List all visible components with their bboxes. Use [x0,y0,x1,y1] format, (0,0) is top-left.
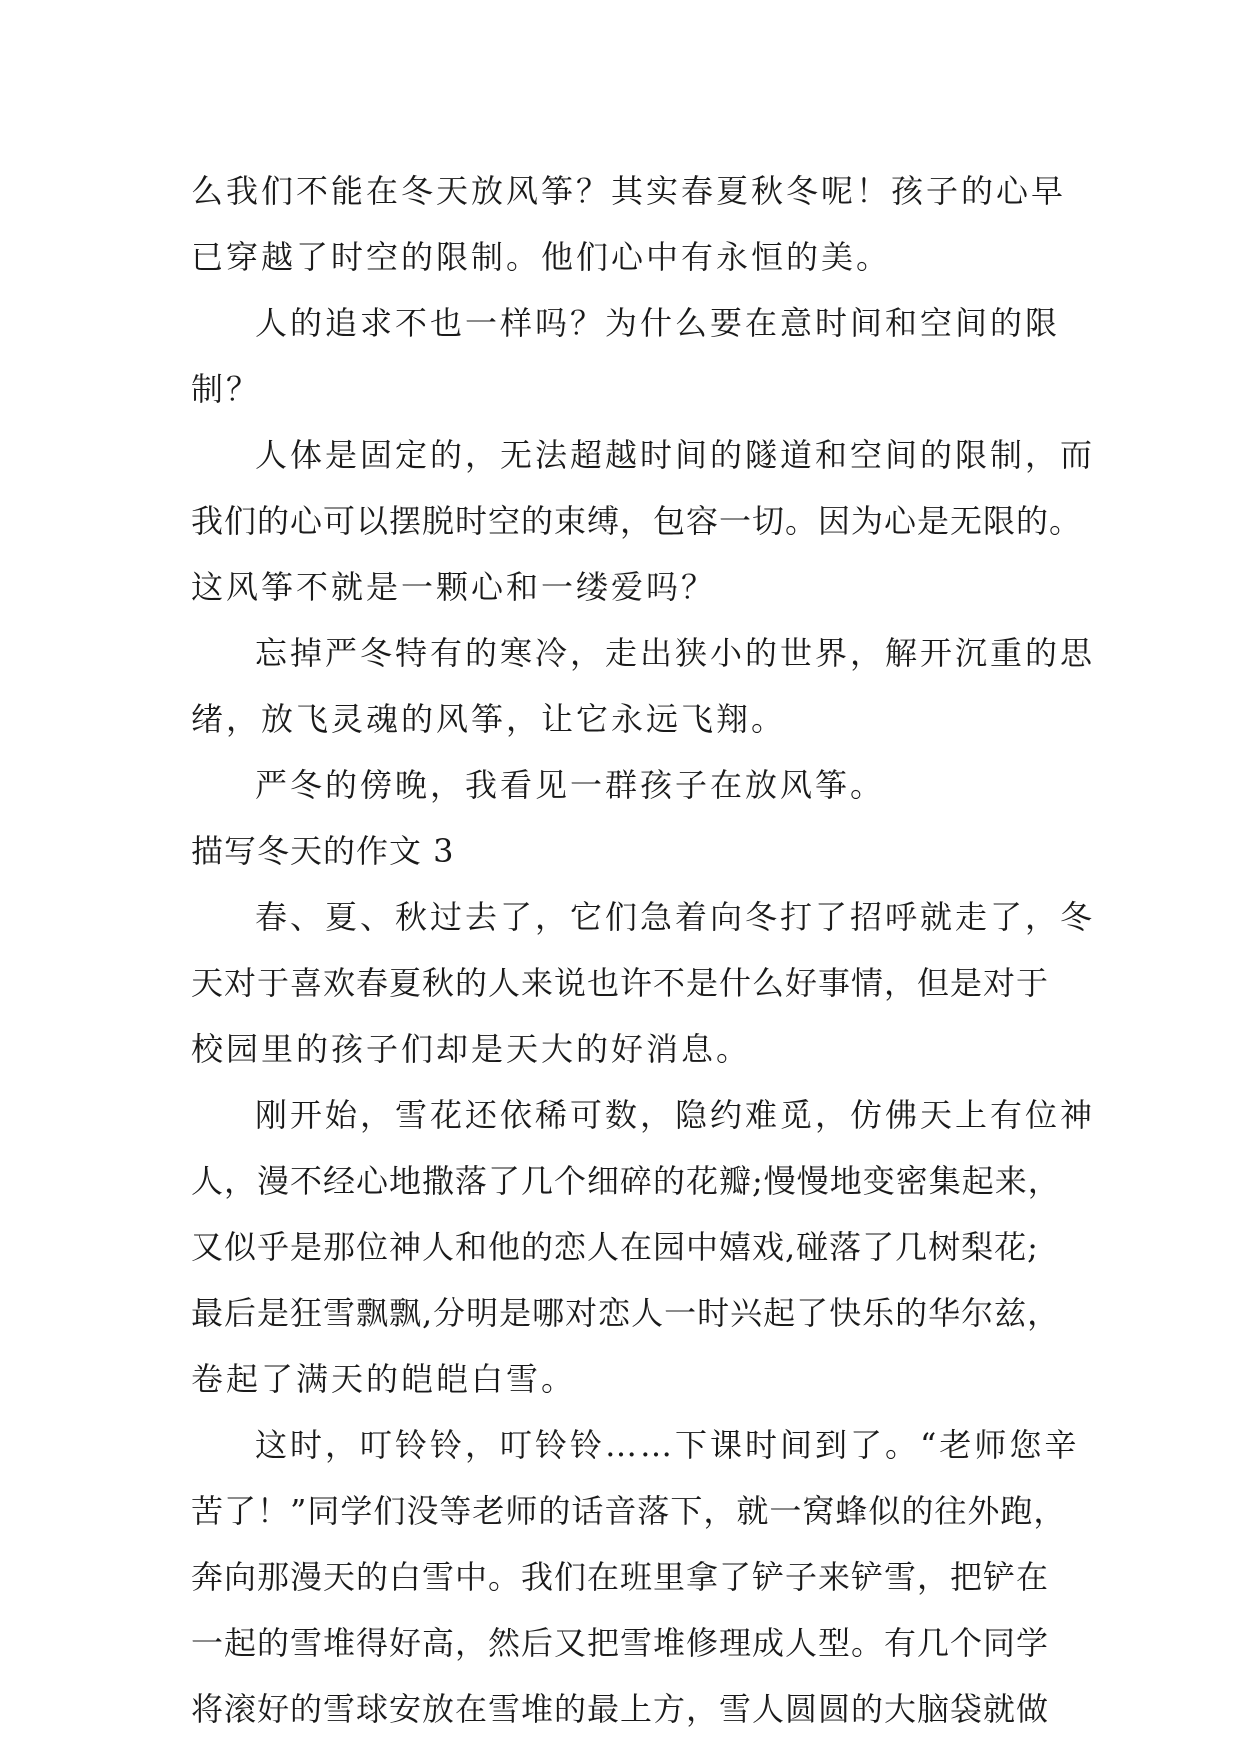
text-line: 奔向那漫天的白雪中。我们在班里拿了铲子来铲雪，把铲在 [191,1558,1050,1596]
text-line: 苦了！”同学们没等老师的话音落下，就一窝蜂似的往外跑， [191,1492,1067,1530]
text-line: 将滚好的雪球安放在雪堆的最上方，雪人圆圆的大脑袋就做 [191,1690,1050,1728]
paragraph-start-line: 春、夏、秋过去了，它们急着向冬打了招呼就走了，冬 [255,898,1096,936]
paragraph-start-line: 人的追求不也一样吗？为什么要在意时间和空间的限 [255,304,1061,342]
section-heading: 描写冬天的作文 3 [191,832,455,870]
paragraph-start-line: 刚开始，雪花还依稀可数，隐约难觅，仿佛天上有位神 [255,1096,1096,1134]
document-body [191,158,1096,1742]
text-line: 校园里的孩子们却是天大的好消息。 [191,1030,752,1068]
text-line: 最后是狂雪飘飘,分明是哪对恋人一时兴起了快乐的华尔兹， [191,1294,1061,1332]
text-line: 人，漫不经心地撒落了几个细碎的花瓣;慢慢地变密集起来， [191,1162,1061,1200]
paragraph-start-line: 忘掉严冬特有的寒冷，走出狭小的世界，解开沉重的思 [255,634,1096,672]
text-line: 么我们不能在冬天放风筝？其实春夏秋冬呢！孩子的心早 [191,172,1067,210]
text-line: 我们的心可以摆脱时空的束缚，包容一切。因为心是无限的。 [191,502,1083,540]
text-line: 制？ [191,370,262,408]
paragraph-start-line: 严冬的傍晚，我看见一群孩子在放风筝。 [255,766,886,804]
text-line: 天对于喜欢春夏秋的人来说也许不是什么好事情，但是对于 [191,964,1050,1002]
text-line: 已穿越了时空的限制。他们心中有永恒的美。 [191,238,892,276]
paragraph-start-line: 这时，叮铃铃，叮铃铃……下课时间到了。“老师您辛 [255,1426,1080,1464]
text-line: 卷起了满天的皑皑白雪。 [191,1360,577,1398]
text-line: 绪，放飞灵魂的风筝，让它永远飞翔。 [191,700,787,738]
text-line: 一起的雪堆得好高，然后又把雪堆修理成人型。有几个同学 [191,1624,1050,1662]
text-line: 这风筝不就是一颗心和一缕爱吗？ [191,568,717,606]
text-line: 又似乎是那位神人和他的恋人在园中嬉戏,碰落了几树梨花; [191,1228,1039,1266]
paragraph-start-line: 人体是固定的，无法超越时间的隧道和空间的限制，而 [255,436,1096,474]
